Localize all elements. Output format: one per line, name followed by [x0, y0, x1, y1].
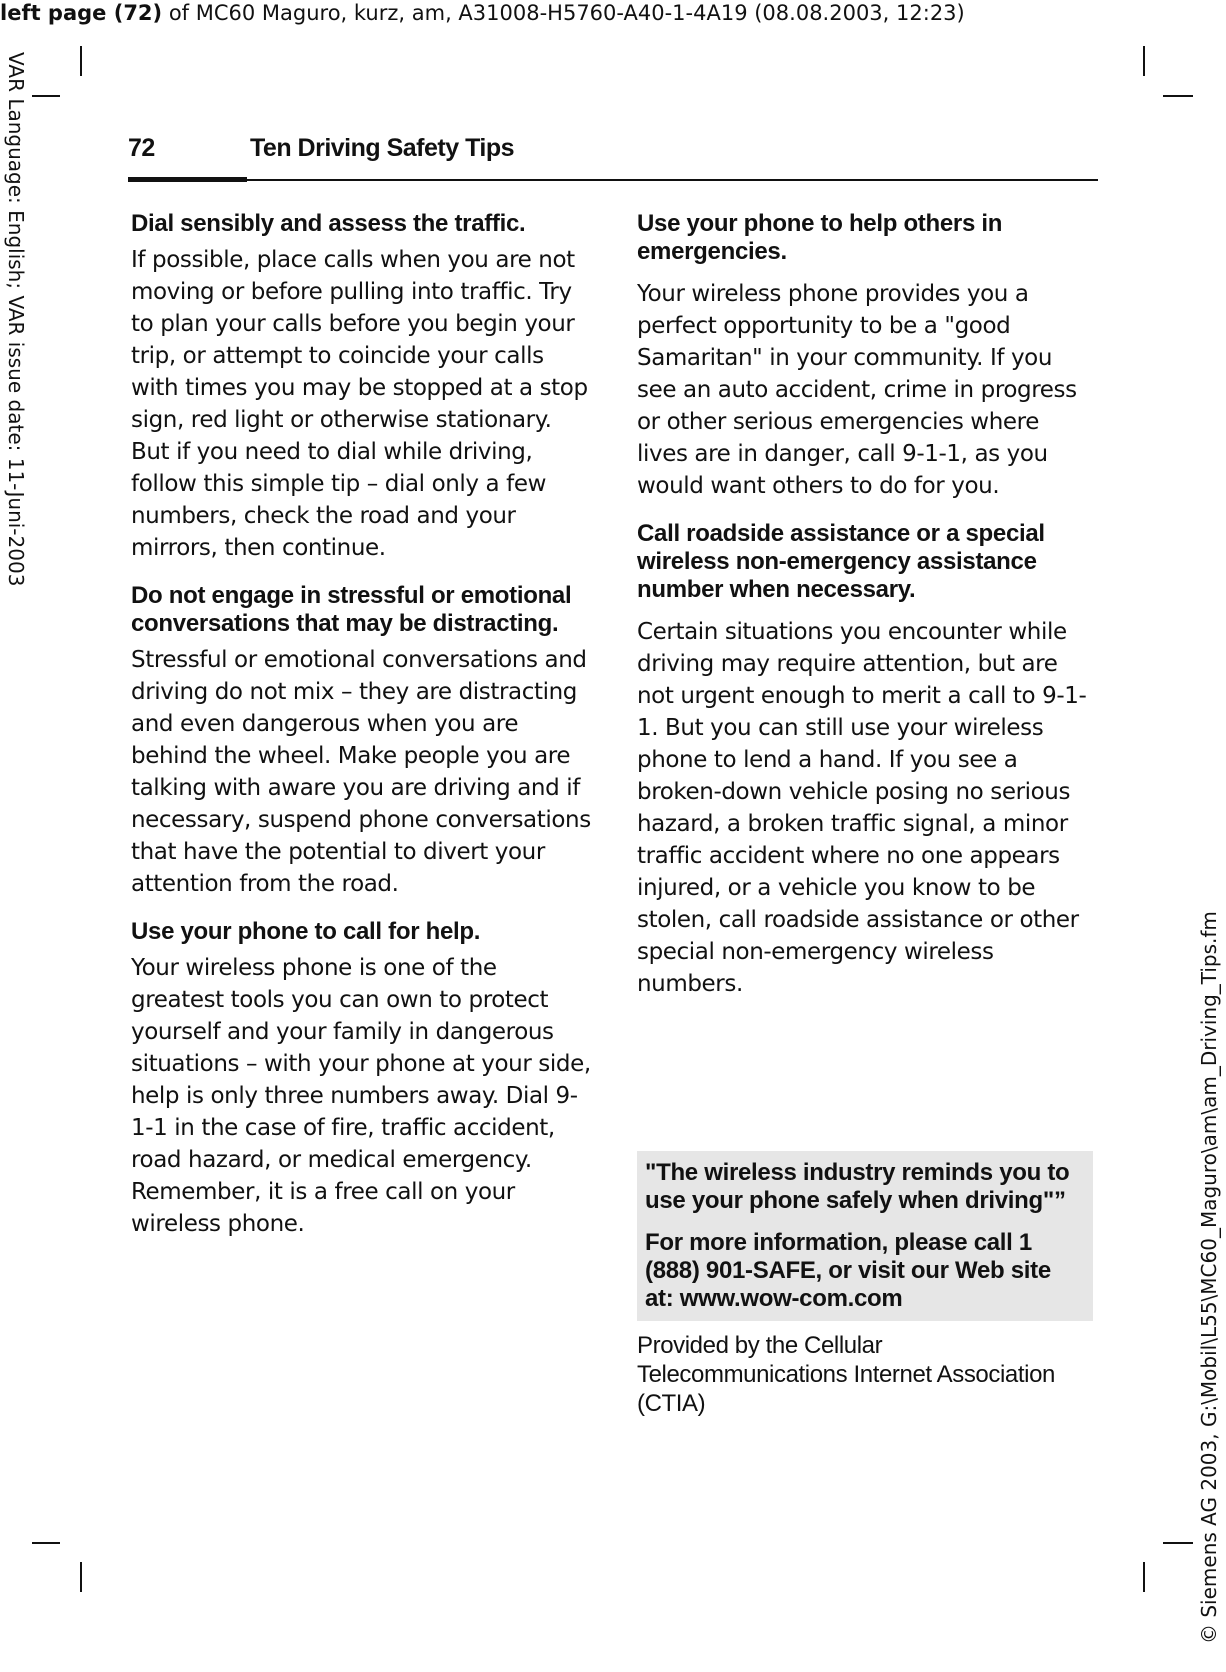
right-margin-note: [1197, 911, 1225, 1672]
tip-body: Your wireless phone is one of the greatest tools you can own to protect yourself and your family in dangerous situations – with your phone at your side, help is only three numbers away. Dial 9-1-1 in the case of fire, traffic accident, road hazard, or medical emergency. Remember, it is a free call on your wireless phone.: [131, 955, 591, 1237]
page-number: 72: [128, 134, 155, 162]
left-margin-note: [4, 52, 32, 658]
safety-notice-box: [637, 1151, 1093, 1321]
notice-contact-info: For more information, please call 1 (888) 901-SAFE, or visit our Web site at: www.wow-com.com: [645, 1229, 1051, 1312]
tip-dial-sensibly: [131, 210, 591, 564]
tip-body: Certain situations you encounter while driving may require attention, but are not urgent enough to merit a call to 9-1-1. But you can still use your wireless phone to lend a hand. If you see a broken-down vehicle posing no serious hazard, a broken traffic signal, a minor traffic accident where no one appears injured, or a vehicle you know to be stolen, call roadside assistance or other special non-emergency wireless numbers.: [637, 619, 1087, 997]
tip-heading: Use your phone to help others in emergencies.: [637, 210, 1003, 265]
notice-reminder: "The wireless industry reminds you to use your phone safely when driving"”: [645, 1159, 1070, 1214]
crop-mark-bottom-right-v: [1143, 1562, 1145, 1592]
crop-mark-bottom-left-v: [80, 1562, 82, 1592]
header-rule-accent: [128, 177, 247, 182]
crop-mark-top-left-v: [80, 46, 82, 76]
tip-body: Your wireless phone provides you a perfect opportunity to be a "good Samaritan" in your community. If you see an auto accident, crime in progress or other serious emergencies where lives are in danger, call 9-1-1, as you would want others to do for you.: [637, 281, 1077, 499]
crop-mark-top-right-h: [1163, 95, 1193, 97]
tip-heading: Use your phone to call for help.: [131, 918, 481, 945]
tip-heading: Do not engage in stressful or emotional conversations that may be distracting.: [131, 582, 572, 637]
crop-mark-bottom-left-h: [32, 1542, 60, 1544]
print-header-page-label: left page (72): [0, 1, 163, 25]
print-header: [0, 0, 1226, 28]
running-head: [128, 132, 1098, 176]
chapter-title: Ten Driving Safety Tips: [250, 134, 515, 162]
crop-mark-top-left-h: [32, 95, 60, 97]
tip-help-others: [637, 210, 1092, 502]
print-header-file-info: of MC60 Maguro, kurz, am, A31008-H5760-A40-1-4A19 (08.08.2003, 12:23): [162, 1, 965, 25]
source-credit: Provided by the Cellular Telecommunications Internet Association (CTIA): [637, 1332, 1055, 1417]
crop-mark-top-right-v: [1143, 46, 1145, 76]
header-rule: [128, 179, 1098, 181]
tip-roadside-assistance: [637, 520, 1092, 1000]
tip-no-stressful-conversations: [131, 582, 591, 900]
right-column: [637, 210, 1092, 1018]
left-margin-text: VAR Language: English; VAR issue date: 11-Juni-2003: [4, 52, 28, 587]
tip-call-for-help: [131, 918, 591, 1240]
tip-heading: Call roadside assistance or a special wireless non-emergency assistance number when necessary.: [637, 520, 1045, 603]
tip-body: If possible, place calls when you are not moving or before pulling into traffic. Try to plan your calls before you begin your trip, or attempt to coincide your calls with times you may be stopped at a stop sign, red light or otherwise stationary. But if you need to dial while driving, follow this simple tip – dial only a few numbers, check the road and your mirrors, then continue.: [131, 247, 588, 561]
tip-heading: Dial sensibly and assess the traffic.: [131, 210, 526, 237]
crop-mark-bottom-right-h: [1163, 1542, 1193, 1544]
left-column: [131, 210, 591, 1258]
right-margin-text: © Siemens AG 2003, G:\Mobil\L55\MC60_Maguro\am\am_Driving_Tips.fm: [1197, 911, 1221, 1644]
tip-body: Stressful or emotional conversations and driving do not mix – they are distracting and even dangerous when you are behind the wheel. Make people you are talking with aware you are driving and if necessary, suspend phone conversations that have the potential to divert your attention from the road.: [131, 647, 591, 897]
